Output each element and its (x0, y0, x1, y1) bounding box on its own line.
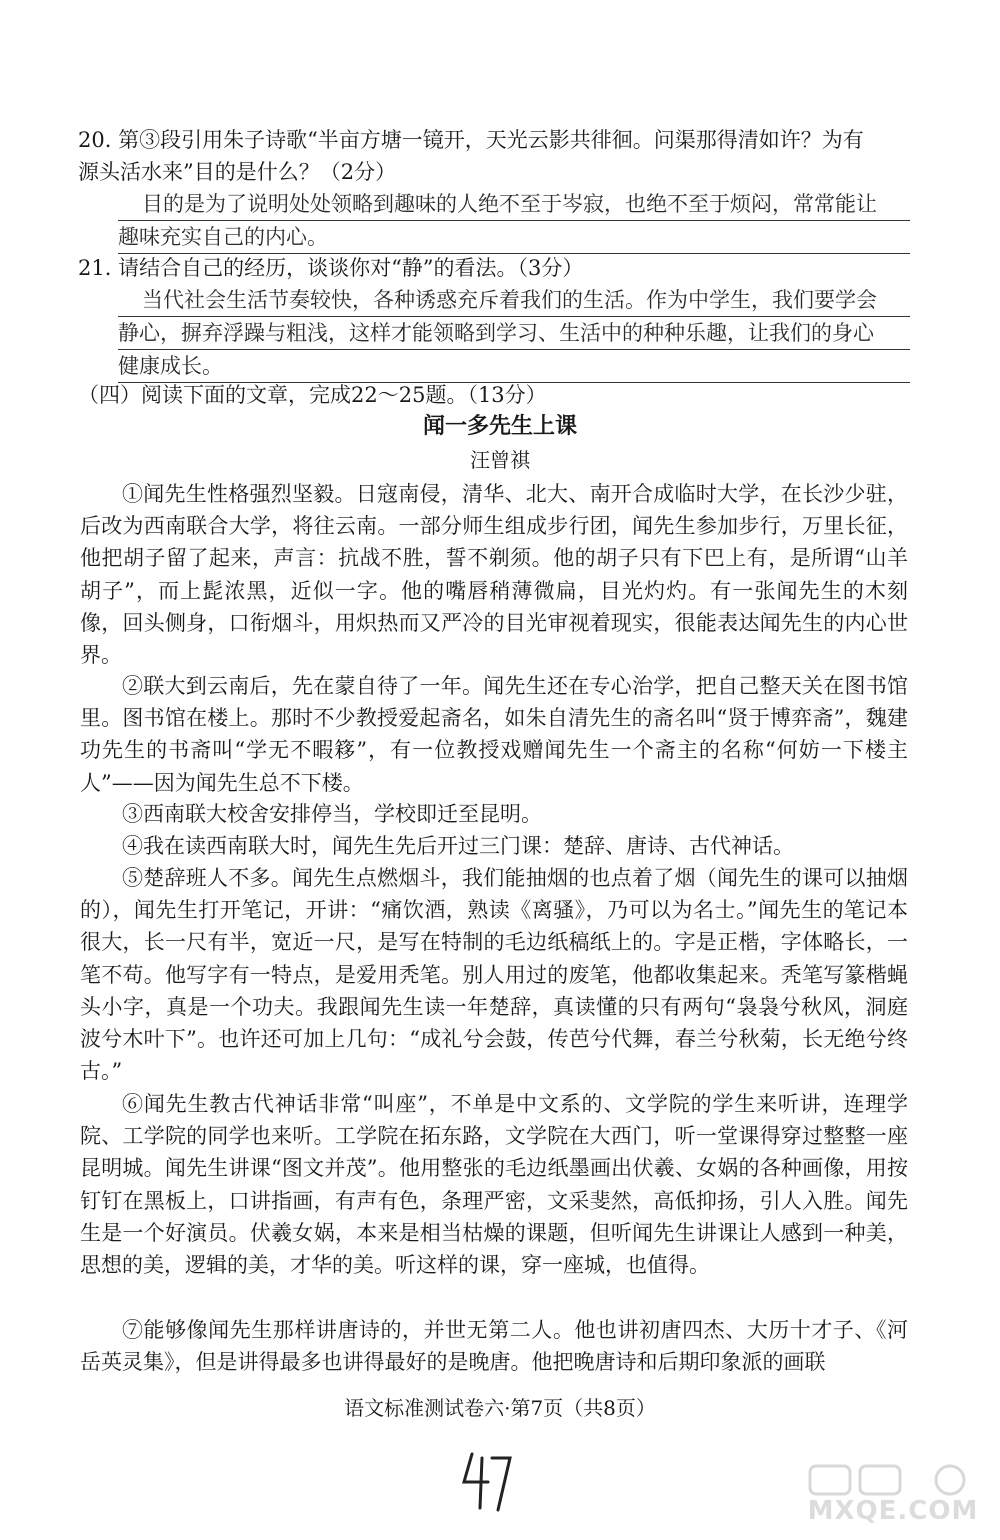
handwritten-page-number (458, 1448, 518, 1518)
question-20 (78, 124, 912, 188)
paragraph-5: ⑤楚辞班人不多。闻先生点燃烟斗，我们能抽烟的也点着了烟（闻先生的课可以抽烟的），闻先生打开笔记，开讲：“痛饮酒，熟读《离骚》，乃可以为名士。”闻先生的笔记本很大，长一尺有半，宽近一尺，是写在特制的毛边纸稿纸上的。字是正楷，字体略长，一笔不苟。他写字有一特点，是爱用秃笔。别人用过的废笔，他都收集起来。秃笔写篆楷蝇头小字，真是一个功夫。我跟闻先生读一年楚辞，真读懂的只有两句“袅袅兮秋风，洞庭波兮木叶下”。也许还可加上几句：“成礼兮会鼓，传芭兮代舞，春兰兮秋菊，长无绝兮终古。” (80, 866, 908, 1084)
answer-20-line-2: 趣味充实自己的内心。 (118, 221, 910, 254)
article-title: 闻一多先生上课 (422, 414, 577, 439)
paragraph-6: ⑥闻先生教古代神话非常“叫座”，不单是中文系的、文学院的学生来听讲，连理学院、工学院的同学也来听。工学院在拓东路，文学院在大西门，听一堂课得穿过整整一座昆明城。闻先生讲课“图文并茂”。他用整张的毛边纸墨画出伏羲、女娲的各种画像，用按钉钉在黑板上，口讲指画，有声有色，条理严密，文采斐然，高低抑扬，引人入胜。闻先生是一个好演员。伏羲女娲，本来是相当枯燥的课题，但听闻先生讲课让人感到一种美，思想的美，逻辑的美，才华的美。听这样的课，穿一座城，也值得。 (80, 1092, 908, 1278)
watermark-emblem-icon (800, 1462, 986, 1498)
section-heading: （四）阅读下面的文章，完成22～25题。（13分） (78, 383, 547, 407)
paragraph-4: ④我在读西南联大时，闻先生先后开过三门课：楚辞、唐诗、古代神话。 (122, 834, 794, 858)
question-20-line-2: 源头活水来”目的是什么？（2分） (78, 160, 397, 184)
watermark-text: MXQE.COM (807, 1496, 979, 1526)
paragraph-1: ①闻先生性格强烈坚毅。日寇南侵，清华、北大、南开合成临时大学，在长沙少驻，后改为西南联合大学，将往云南。一部分师生组成步行团，闻先生参加步行，万里长征，他把胡子留了起来，声言：抗战不胜，誓不剃须。他的胡子只有下巴上有，是所谓“山羊胡子”，而上髭浓黑，近似一字。他的嘴唇稍薄微扁，目光灼灼。有一张闻先生的木刻像，回头侧身，口衔烟斗，用炽热而又严冷的目光审视着现实，很能表达闻先生的内心世界。 (80, 482, 908, 668)
paragraph-2: ②联大到云南后，先在蒙自待了一年。闻先生还在专心治学，把自己整天关在图书馆里。图书馆在楼上。那时不少教授爱起斋名，如朱自清先生的斋名叫“贤于博弈斋”，魏建功先生的书斋叫“学无不暇簃”，有一位教授戏赠闻先生一个斋主的名称“何妨一下楼主人”——因为闻先生总不下楼。 (80, 674, 908, 795)
answer-21-line-3: 健康成长。 (118, 350, 910, 383)
answer-21-line-1: 当代社会生活节奏较快，各种诱惑充斥着我们的生活。作为中学生，我们要学会 (118, 284, 910, 317)
answer-20 (118, 188, 910, 254)
answer-21-line-2: 静心，摒弃浮躁与粗浅，这样才能领略到学习、生活中的种种乐趣，让我们的身心 (118, 317, 910, 350)
page-footer: 语文标准测试卷六·第7页（共8页） (344, 1396, 656, 1420)
watermark-logo (800, 1462, 986, 1532)
answer-21 (118, 284, 910, 383)
article-author: 汪曾祺 (470, 448, 530, 472)
question-21-line-1: 21. 请结合自己的经历，谈谈你对“静”的看法。（3分） (78, 256, 584, 280)
paragraph-7: ⑦能够像闻先生那样讲唐诗的，并世无第二人。他也讲初唐四杰、大历十才子、《河岳英灵集》，但是讲得最多也讲得最好的是晚唐。他把晚唐诗和后期印象派的画联 (80, 1318, 908, 1375)
question-21 (78, 252, 912, 284)
question-20-line-1: 20. 第③段引用朱子诗歌“半亩方塘一镜开，天光云影共徘徊。问渠那得清如许？为有 (78, 128, 864, 152)
paragraph-3: ③西南联大校舍安排停当，学校即迁至昆明。 (122, 802, 542, 826)
answer-20-line-1: 目的是为了说明处处领略到趣味的人绝不至于岑寂，也绝不至于烦闷，常常能让 (118, 188, 910, 221)
